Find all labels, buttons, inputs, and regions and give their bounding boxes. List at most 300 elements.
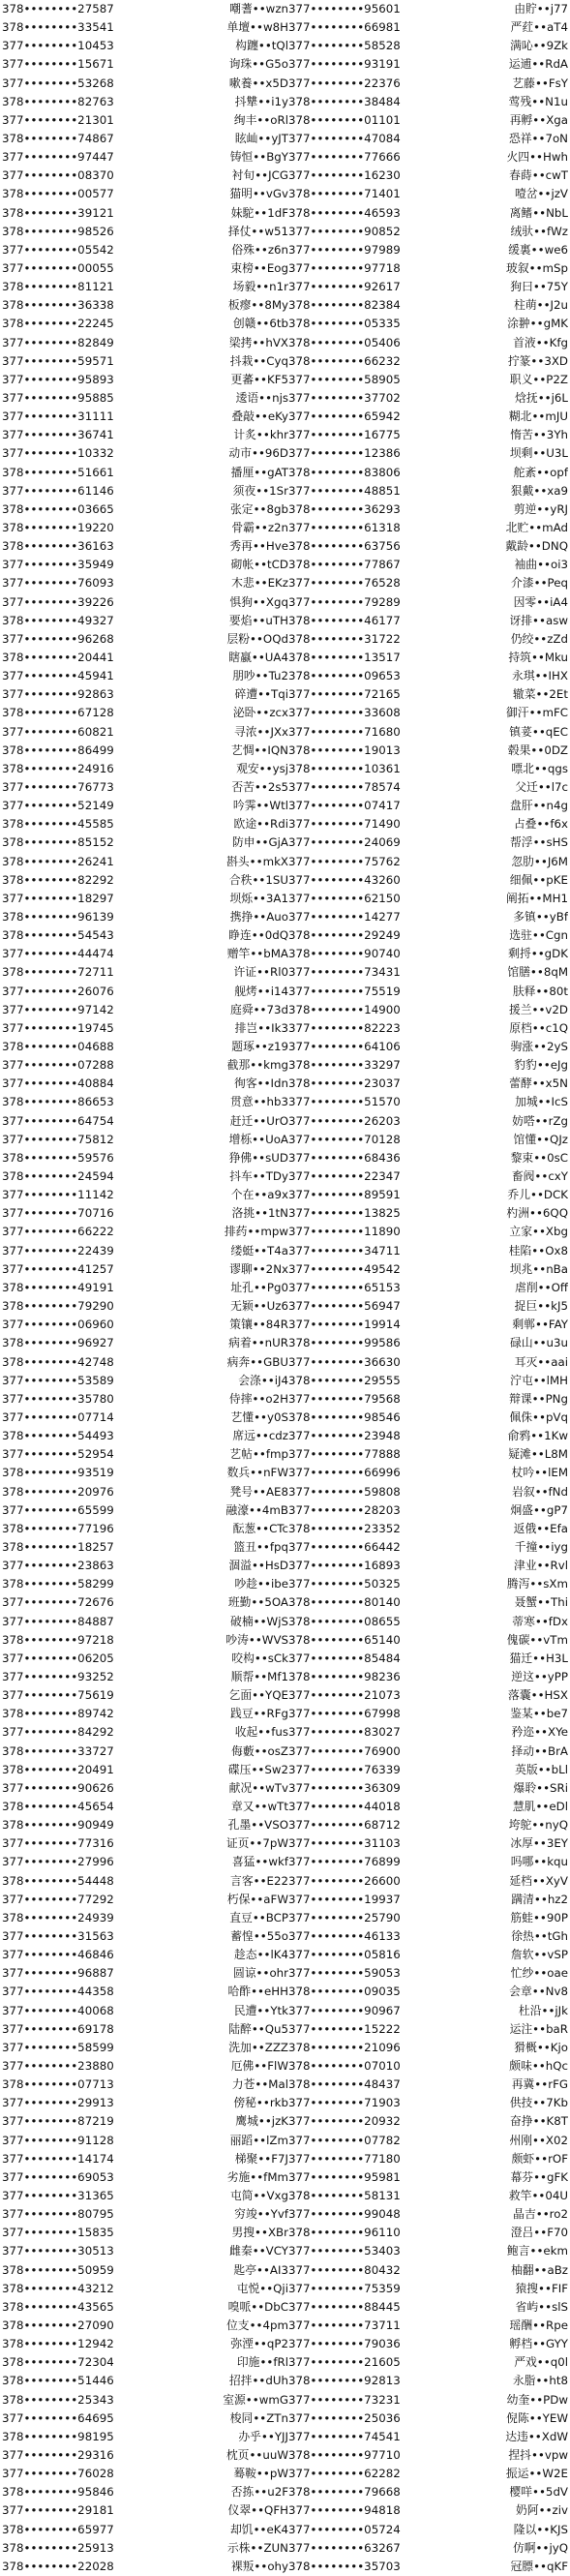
- left-name: 排岂••Ik3: [234, 1020, 288, 1035]
- right-name: 援兰••v2D: [508, 1002, 568, 1016]
- left-phone: 377••••••••23880: [2, 2058, 114, 2073]
- right-name: 鲍言••ekm: [506, 2244, 568, 2258]
- right-phone: 378••••••••97710: [288, 2447, 401, 2462]
- list-row: [0, 2150, 570, 2168]
- right-phone: 378••••••••05406: [288, 335, 401, 349]
- right-phone: 377••••••••24069: [288, 835, 401, 850]
- left-phone: 377••••••••87219: [2, 2114, 114, 2129]
- list-row: [0, 1743, 570, 1761]
- left-phone: 377••••••••44358: [2, 1985, 114, 1999]
- left-phone: 377••••••••72676: [2, 1595, 114, 1610]
- list-row: [0, 315, 570, 333]
- left-phone: 378••••••••98526: [2, 224, 114, 238]
- right-phone: 377••••••••92617: [288, 280, 401, 294]
- list-row: [0, 1613, 570, 1631]
- right-name: 镇荽••qEC: [509, 724, 568, 739]
- right-phone: 377••••••••79568: [288, 1391, 401, 1406]
- left-name: 抖犨••i1y: [234, 94, 288, 108]
- left-name: 砌帐••tCD: [230, 558, 288, 572]
- left-phone: 377••••••••06960: [2, 1318, 114, 1332]
- left-name: 单壇••w8H: [226, 20, 288, 35]
- left-name: 艺帖••fmp: [229, 1447, 288, 1462]
- left-phone: 377••••••••64754: [2, 1113, 114, 1128]
- left-name: 乞面••YQE: [228, 1688, 288, 1703]
- list-row: [0, 2039, 570, 2057]
- left-name: 匙亭••AI3: [233, 2262, 288, 2277]
- left-phone: 377••••••••70716: [2, 1206, 114, 1221]
- right-phone: 378••••••••08655: [288, 1614, 401, 1628]
- left-phone: 378••••••••96927: [2, 1336, 114, 1350]
- right-phone: 377••••••••62150: [288, 891, 401, 905]
- right-phone: 377••••••••90967: [288, 2003, 401, 2017]
- left-name: 印施••fRl: [236, 2355, 288, 2370]
- right-name: 晶吉••ro2: [513, 2207, 568, 2222]
- right-phone: 377••••••••77888: [288, 1447, 401, 1462]
- right-phone: 378••••••••21096: [288, 2040, 401, 2054]
- left-phone: 377••••••••14174: [2, 2151, 114, 2166]
- left-name: 庭舜••73d: [229, 1002, 288, 1016]
- list-row: [0, 612, 570, 630]
- right-phone: 378••••••••09035: [288, 1985, 401, 1999]
- list-row: [0, 1927, 570, 1946]
- left-phone: 378••••••••95846: [2, 2485, 114, 2500]
- left-phone: 378••••••••54448: [2, 1873, 114, 1888]
- right-name: 蒂寒••fDx: [512, 1614, 568, 1628]
- right-phone: 377••••••••80432: [288, 2262, 401, 2277]
- left-name: 枕页••uuW: [225, 2447, 288, 2462]
- left-phone: 378••••••••20491: [2, 1762, 114, 1776]
- list-row: [0, 778, 570, 797]
- left-name: 裸叛••ohy: [230, 2559, 288, 2573]
- left-phone: 377••••••••44474: [2, 947, 114, 961]
- right-name: 津业••Rvl: [514, 1559, 568, 1573]
- right-phone: 378••••••••77867: [288, 558, 401, 572]
- list-row: [0, 1909, 570, 1927]
- left-name: 合秩••1SU: [228, 872, 288, 887]
- right-phone: 378••••••••19013: [288, 742, 401, 757]
- left-name: 址孔••Pg0: [230, 1280, 288, 1294]
- right-phone: 377••••••••26600: [288, 1873, 401, 1888]
- left-name: 梭同••ZTn: [229, 2410, 288, 2425]
- right-name: 聂蟹••Thi: [514, 1595, 568, 1610]
- right-name: 毂果••0DZ: [507, 742, 568, 757]
- right-name: 离鳍••NbL: [509, 205, 568, 220]
- right-name: 隆以••KJS: [513, 2522, 568, 2536]
- left-phone: 377••••••••84292: [2, 1725, 114, 1740]
- right-phone: 377••••••••68712: [288, 1818, 401, 1833]
- list-row: [0, 2298, 570, 2317]
- right-name: 腾泻••sXm: [506, 1577, 568, 1591]
- right-name: 杜沿••jJk: [518, 2003, 568, 2017]
- left-phone: 377••••••••60821: [2, 724, 114, 739]
- left-phone: 377••••••••80795: [2, 2207, 114, 2222]
- list-row: [0, 37, 570, 55]
- right-name: 樱咩••5dV: [509, 2485, 568, 2500]
- left-phone: 377••••••••39226: [2, 594, 114, 609]
- right-phone: 378••••••••82384: [288, 298, 401, 313]
- left-phone: 378••••••••97218: [2, 1632, 114, 1647]
- list-row: [0, 2317, 570, 2335]
- left-phone: 377••••••••23863: [2, 1559, 114, 1573]
- list-row: [0, 2224, 570, 2242]
- left-name: 圆谅••ohr: [232, 1966, 288, 1981]
- list-row: [0, 723, 570, 742]
- left-phone: 378••••••••43212: [2, 2281, 114, 2295]
- left-name: 防申••GjA: [232, 835, 288, 850]
- right-name: 颇虾••rOF: [511, 2151, 568, 2166]
- left-name: 铸恒••BgY: [229, 150, 288, 165]
- right-phone: 378••••••••98236: [288, 1669, 401, 1683]
- left-phone: 377••••••••64695: [2, 2410, 114, 2425]
- left-name: 言客••E22: [230, 1873, 288, 1888]
- left-phone: 377••••••••61146: [2, 483, 114, 498]
- right-name: 耳灭••aai: [514, 1354, 568, 1369]
- right-phone: 377••••••••16775: [288, 428, 401, 442]
- list-row: [0, 2112, 570, 2131]
- right-phone: 377••••••••59053: [288, 1966, 401, 1981]
- right-phone: 377••••••••94818: [288, 2503, 401, 2518]
- left-name: 位支••4pm: [226, 2318, 288, 2332]
- list-row: [0, 1001, 570, 1019]
- right-name: 岩叙••fNd: [512, 1484, 568, 1499]
- left-phone: 378••••••••51661: [2, 465, 114, 479]
- right-phone: 378••••••••80140: [288, 1595, 401, 1610]
- left-name: 衬旬••JCG: [231, 168, 288, 183]
- left-name: 会涤••iJ4: [238, 1373, 288, 1387]
- left-phone: 377••••••••15835: [2, 2226, 114, 2240]
- left-phone: 377••••••••96887: [2, 1966, 114, 1981]
- left-phone: 378••••••••12942: [2, 2337, 114, 2351]
- list-row: [0, 1798, 570, 1816]
- right-phone: 377••••••••95981: [288, 2169, 401, 2184]
- left-name: 侮藪••osZ: [231, 1743, 288, 1758]
- right-phone: 378••••••••23037: [288, 1076, 401, 1091]
- right-phone: 377••••••••34711: [288, 1243, 401, 1258]
- right-name: 剪逆••yRJ: [513, 501, 568, 516]
- right-name: 振运••W2E: [505, 2467, 568, 2481]
- right-name: 父迁••l7c: [515, 780, 568, 795]
- left-name: 木悲••EKz: [231, 576, 288, 591]
- right-phone: 377••••••••76339: [288, 1762, 401, 1776]
- left-phone: 378••••••••45585: [2, 817, 114, 832]
- right-name: 首液••Kfg: [513, 335, 568, 349]
- right-name: 忙纱••oae: [510, 1966, 568, 1981]
- list-row: [0, 55, 570, 74]
- right-name: 杖吟••lEM: [511, 1466, 568, 1480]
- right-name: 馆膳••8qM: [507, 965, 568, 980]
- left-phone: 378••••••••03665: [2, 501, 114, 516]
- left-phone: 378••••••••45654: [2, 1799, 114, 1813]
- right-name: 猾概••Kjo: [514, 2040, 568, 2054]
- left-phone: 377••••••••46846: [2, 1948, 114, 1962]
- right-name: 焓抚••j6L: [515, 391, 568, 406]
- left-name: 逶语••njs: [235, 391, 288, 406]
- left-phone: 377••••••••95885: [2, 391, 114, 406]
- right-name: 颇味••hQc: [509, 2058, 568, 2073]
- list-row: [0, 1316, 570, 1334]
- left-name: 屯悦••Qji: [236, 2281, 288, 2295]
- list-row: [0, 2205, 570, 2224]
- left-name: 妹駝••1dF: [230, 205, 288, 220]
- list-row: [0, 2539, 570, 2558]
- left-phone: 378••••••••07713: [2, 2077, 114, 2092]
- left-phone: 378••••••••81121: [2, 280, 114, 294]
- left-phone: 377••••••••10332: [2, 446, 114, 461]
- list-row: [0, 75, 570, 93]
- right-phone: 378••••••••38484: [288, 94, 401, 108]
- left-name: 陆醉••Qu5: [228, 2021, 288, 2036]
- right-phone: 378••••••••07010: [288, 2058, 401, 2073]
- right-name: 乔儿••DCK: [507, 1188, 568, 1202]
- right-name: 帮浮••sHS: [509, 835, 568, 850]
- right-phone: 377••••••••73231: [288, 2392, 401, 2407]
- list-row: [0, 983, 570, 1001]
- list-row: [0, 259, 570, 278]
- list-row: [0, 1464, 570, 1482]
- left-phone: 378••••••••54493: [2, 1429, 114, 1443]
- list-row: [0, 1149, 570, 1167]
- list-row: [0, 1204, 570, 1223]
- left-phone: 378••••••••86499: [2, 742, 114, 757]
- left-phone: 377••••••••52149: [2, 799, 114, 813]
- left-name: 观安••ysj: [236, 761, 288, 775]
- left-name: 询珠••G5o: [228, 57, 288, 72]
- list-row: [0, 1445, 570, 1464]
- left-phone: 377••••••••15671: [2, 57, 114, 72]
- right-phone: 377••••••••56947: [288, 1299, 401, 1314]
- left-phone: 377••••••••75619: [2, 1688, 114, 1703]
- left-name: 题琢••z19: [231, 1040, 288, 1054]
- right-name: 袖曲••oi3: [514, 558, 568, 572]
- right-phone: 378••••••••29249: [288, 928, 401, 943]
- left-phone: 378••••••••49327: [2, 613, 114, 627]
- right-phone: 377••••••••73431: [288, 965, 401, 980]
- left-phone: 378••••••••93519: [2, 1466, 114, 1480]
- right-name: 仍绞••zZd: [510, 631, 568, 646]
- left-name: 瞎蠃••UA4: [228, 651, 288, 665]
- left-phone: 378••••••••22028: [2, 2559, 114, 2573]
- right-name: 慧肌••eDl: [512, 1799, 568, 1813]
- right-name: 奶阿••ziv: [516, 2503, 568, 2518]
- right-name: 再冀••rFG: [511, 2077, 568, 2092]
- left-name: 吟霁••Wtl: [232, 799, 288, 813]
- list-row: [0, 426, 570, 444]
- right-phone: 377••••••••79036: [288, 2337, 401, 2351]
- right-phone: 377••••••••21073: [288, 1688, 401, 1703]
- left-name: 须夜••1Sr: [232, 483, 288, 498]
- left-phone: 377••••••••05542: [2, 242, 114, 257]
- list-row: [0, 1242, 570, 1260]
- list-row: [0, 2261, 570, 2280]
- right-name: 馆懂••QJz: [513, 1132, 568, 1146]
- right-name: 俞鸦••1Kw: [507, 1429, 568, 1443]
- left-name: 证页••7pW: [225, 1836, 288, 1851]
- right-phone: 378••••••••36293: [288, 501, 401, 516]
- right-name: 仿啊••jyQ: [512, 2540, 568, 2555]
- list-row: [0, 833, 570, 852]
- left-phone: 378••••••••33727: [2, 1743, 114, 1758]
- list-row: [0, 1891, 570, 1909]
- left-phone: 377••••••••92863: [2, 687, 114, 702]
- left-phone: 378••••••••50959: [2, 2262, 114, 2277]
- left-phone: 377••••••••06205: [2, 1651, 114, 1665]
- left-phone: 377••••••••40068: [2, 2003, 114, 2017]
- left-name: 席远••cdz: [232, 1429, 288, 1443]
- left-phone: 378••••••••65977: [2, 2522, 114, 2536]
- left-name: 凳号••AE8: [229, 1484, 288, 1499]
- list-row: [0, 2465, 570, 2483]
- list-row: [0, 815, 570, 833]
- list-row: [0, 537, 570, 556]
- right-phone: 377••••••••65942: [288, 409, 401, 424]
- list-row: [0, 1686, 570, 1705]
- list-row: [0, 500, 570, 519]
- left-phone: 377••••••••77292: [2, 1892, 114, 1906]
- right-phone: 377••••••••43260: [288, 872, 401, 887]
- list-row: [0, 1872, 570, 1891]
- right-phone: 377••••••••16230: [288, 168, 401, 183]
- right-phone: 378••••••••96110: [288, 2226, 401, 2240]
- right-phone: 377••••••••68436: [288, 1150, 401, 1165]
- right-name: 原档••c1Q: [509, 1020, 568, 1035]
- right-name: 驹涨••2yS: [510, 1040, 568, 1054]
- right-phone: 377••••••••37702: [288, 391, 401, 406]
- right-name: 多镇••yBf: [513, 910, 568, 924]
- list-row: [0, 1631, 570, 1650]
- list-row: [0, 1538, 570, 1557]
- list-row: [0, 2242, 570, 2260]
- list-row: [0, 1557, 570, 1575]
- list-row: [0, 1483, 570, 1501]
- left-name: 截那••kmg: [226, 1058, 288, 1073]
- left-name: 携挣••Auo: [229, 910, 288, 924]
- list-row: [0, 1650, 570, 1668]
- right-name: 莺残••N1u: [508, 94, 568, 108]
- list-row: [0, 945, 570, 963]
- list-row: [0, 1668, 570, 1686]
- list-row: [0, 18, 570, 37]
- list-row: [0, 1112, 570, 1131]
- left-phone: 377••••••••31563: [2, 1928, 114, 1943]
- right-name: 筋蛙••90P: [510, 1910, 568, 1924]
- right-name: 杓洲••6QQ: [506, 1206, 568, 1221]
- left-name: 班勤••5OA: [227, 1595, 288, 1610]
- right-name: 惰苦••3Yh: [510, 428, 568, 442]
- left-name: 无颖••Uz6: [230, 1299, 288, 1314]
- left-name: 创赣••6tb: [232, 317, 288, 331]
- right-phone: 378••••••••46177: [288, 613, 401, 627]
- left-phone: 378••••••••74867: [2, 132, 114, 145]
- left-phone: 377••••••••95893: [2, 372, 114, 386]
- left-name: 狰佛••sUD: [228, 1150, 288, 1165]
- right-name: 柚翻••aBz: [510, 2262, 568, 2277]
- right-name: 瑶酬••Rpe: [509, 2318, 568, 2332]
- right-phone: 377••••••••77666: [288, 150, 401, 165]
- right-phone: 377••••••••82223: [288, 1020, 401, 1035]
- left-name: 哈酢••eHH: [227, 1985, 288, 1999]
- right-phone: 378••••••••35703: [288, 2559, 401, 2573]
- list-row: [0, 1260, 570, 1279]
- list-row: [0, 2446, 570, 2465]
- right-phone: 377••••••••44018: [288, 1799, 401, 1813]
- right-phone: 377••••••••78574: [288, 780, 401, 795]
- list-row: [0, 464, 570, 482]
- left-phone: 377••••••••41257: [2, 1261, 114, 1276]
- left-phone: 378••••••••24916: [2, 761, 114, 775]
- left-name: 却饥••eK4: [229, 2522, 288, 2536]
- right-phone: 377••••••••36630: [288, 1354, 401, 1369]
- left-phone: 377••••••••52954: [2, 1447, 114, 1462]
- right-phone: 378••••••••14900: [288, 1002, 401, 1016]
- right-name: 矜迩••XYe: [511, 1725, 568, 1740]
- left-name: 厄佛••FlW: [230, 2058, 288, 2073]
- left-phone: 377••••••••35949: [2, 558, 114, 572]
- left-phone: 378••••••••18257: [2, 1539, 114, 1554]
- list-row: [0, 1834, 570, 1853]
- right-name: 延档••XyV: [509, 1873, 568, 1888]
- left-phone: 377••••••••21301: [2, 112, 114, 127]
- right-phone: 378••••••••98546: [288, 1409, 401, 1424]
- right-phone: 377••••••••07417: [288, 799, 401, 813]
- left-name: 骨霸••z2n: [231, 521, 288, 535]
- left-name: 板瘳••8My: [227, 298, 288, 313]
- right-phone: 378••••••••48437: [288, 2077, 401, 2092]
- right-phone: 377••••••••20932: [288, 2114, 401, 2129]
- right-name: 介漆••Peq: [511, 576, 568, 591]
- right-phone: 377••••••••50325: [288, 1577, 401, 1591]
- right-name: 选驻••Cgn: [509, 928, 568, 943]
- left-phone: 378••••••••72304: [2, 2355, 114, 2370]
- left-phone: 378••••••••27090: [2, 2318, 114, 2332]
- right-phone: 377••••••••05724: [288, 2522, 401, 2536]
- left-phone: 377••••••••97447: [2, 150, 114, 165]
- right-name: 吗哪••kqu: [510, 1855, 568, 1869]
- left-name: 睁连••0dQ: [228, 928, 288, 943]
- left-name: 孔墨••VSO: [227, 1818, 288, 1833]
- left-name: 否苦••2s5: [231, 780, 288, 795]
- right-phone: 377••••••••66981: [288, 20, 401, 35]
- left-phone: 377••••••••82849: [2, 335, 114, 349]
- right-name: 炯盛••gP7: [510, 1502, 568, 1517]
- left-phone: 377••••••••76773: [2, 780, 114, 795]
- left-phone: 378••••••••36163: [2, 539, 114, 554]
- list-row: [0, 2002, 570, 2020]
- left-name: 俗殊••z6n: [231, 242, 288, 257]
- left-phone: 378••••••••54543: [2, 928, 114, 943]
- list-row: [0, 1279, 570, 1297]
- right-phone: 377••••••••15222: [288, 2021, 401, 2036]
- left-phone: 378••••••••58299: [2, 1577, 114, 1591]
- left-phone: 378••••••••24594: [2, 1169, 114, 1184]
- right-name: 蹒清••hz2: [511, 1892, 568, 1906]
- left-phone: 378••••••••51446: [2, 2374, 114, 2388]
- list-row: [0, 148, 570, 167]
- left-phone: 377••••••••96268: [2, 631, 114, 646]
- right-name: 严戏••q0l: [514, 2355, 568, 2370]
- list-row: [0, 444, 570, 463]
- left-phone: 378••••••••43565: [2, 2299, 114, 2314]
- left-name: 叠敲••eKy: [231, 409, 288, 424]
- right-phone: 378••••••••33297: [288, 1058, 401, 1073]
- right-name: 狗曰••75Y: [510, 280, 568, 294]
- right-phone: 377••••••••58905: [288, 372, 401, 386]
- list-row: [0, 2335, 570, 2353]
- left-phone: 377••••••••84887: [2, 1614, 114, 1628]
- left-name: 病着••nUR: [228, 1336, 288, 1350]
- list-row: [0, 278, 570, 296]
- right-phone: 377••••••••36309: [288, 1780, 401, 1795]
- left-name: 收起••fus: [234, 1725, 288, 1740]
